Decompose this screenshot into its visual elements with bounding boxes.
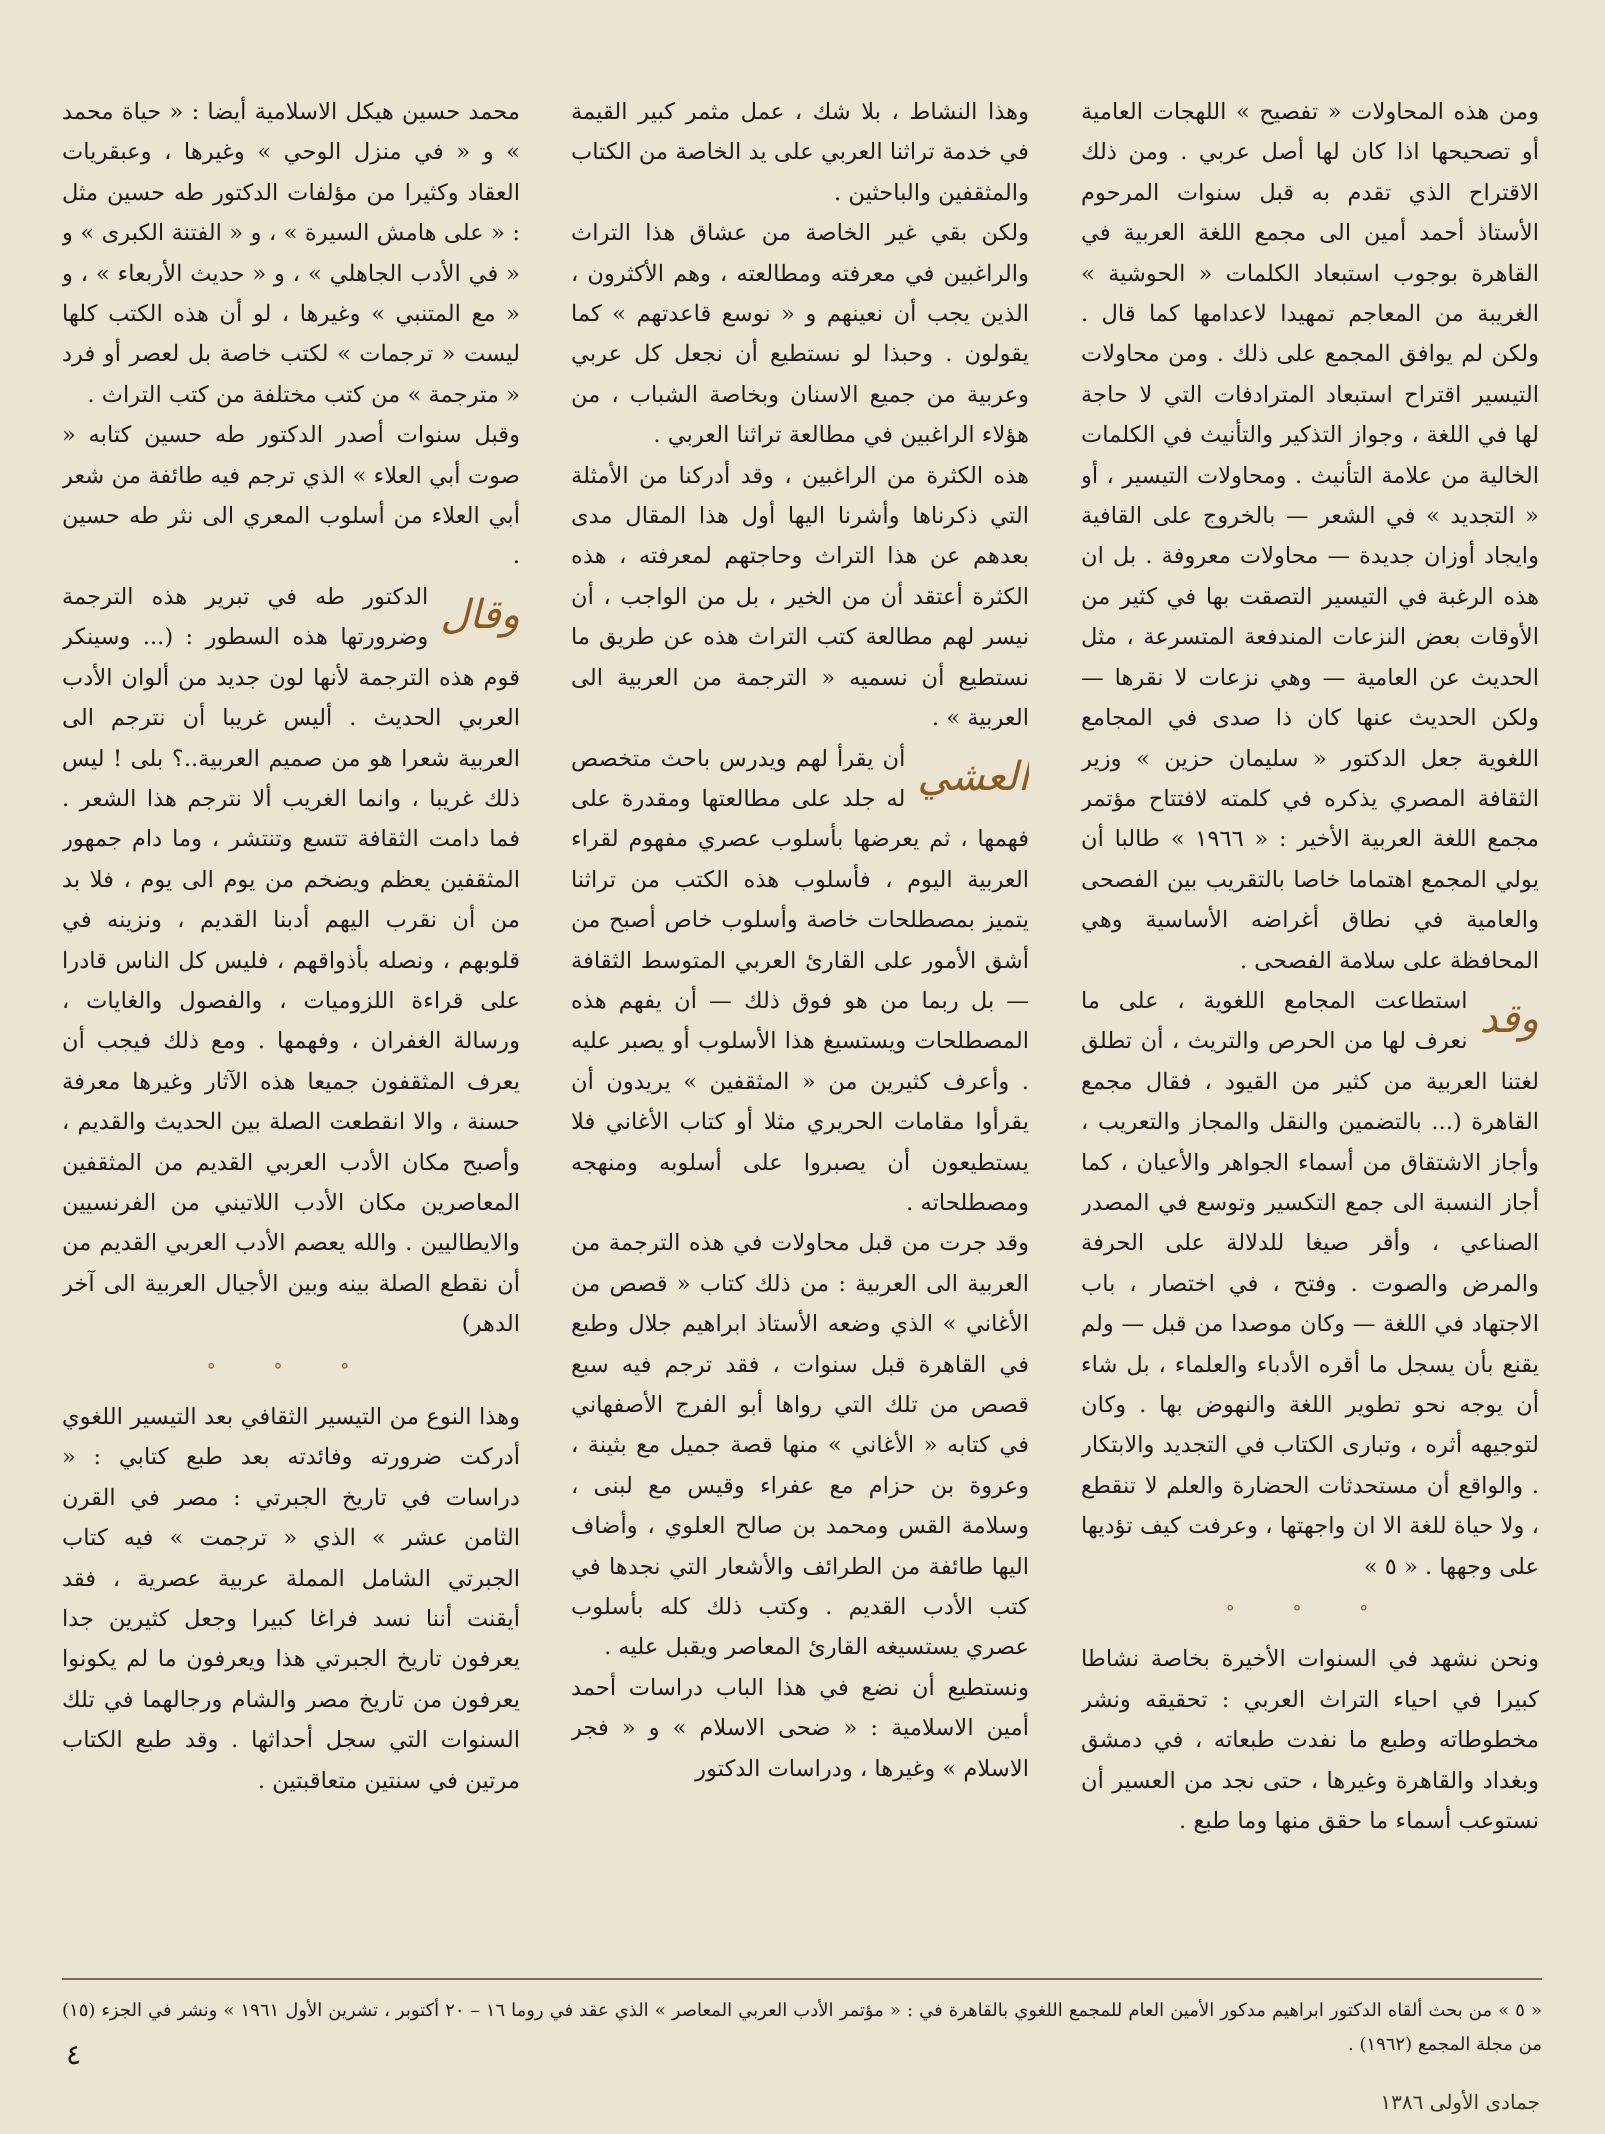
text-column-left xyxy=(62,92,520,1972)
paragraph-text: أن يقرأ لهم ويدرس باحث متخصص له جلد على مطالعتها ومقدرة على فهمها ، ثم يعرضها بأسلوب عصري مفهوم لقراء العربية اليوم ، فأسلوب هذه الكتب من تراثنا يتميز بمصطلحات خاصة وأسلوب خاص أصبح من أشق الأمور على القارئ العربي المتوسط الثقافة — بل ربما من هو فوق ذلك — أن يفهم هذه المصطلحات ويستسيغ هذا الأسلوب أو يصبر عليه . وأعرف كثيرين من « المثقفين » يريدون أن يقرأوا مقامات الحريري مثلا أو كتاب الأغاني فلا يستطيعون أن يصبروا على أسلوبه ومنهجه ومصطلحاته . xyxy=(571,745,1029,1216)
footnote-divider xyxy=(62,1978,1542,1980)
paragraph: وهذا النوع من التيسير الثقافي بعد التيسير اللغوي أدركت ضرورته وفائدته بعد طبع كتابي : « دراسات في تاريخ الجبرتي : مصر في القرن الثامن عشر » الذي « ترجمت » فيه كتاب الجبرتي الشامل المملة عربية عصرية ، فقد أيقنت أننا نسد فراغا كبيرا وجعل كثيرين جدا يعرفون تاريخ الجبرتي هذا ويعرفون ما لم يكونوا يعرفون من تاريخ مصر والشام ورجالهما في تلك السنوات التي سجل أحداثها . وقد طبع الكتاب مرتين في سنتين متعاقبتين . xyxy=(62,1404,520,1794)
section-separator: ° ° ° xyxy=(206,1359,376,1381)
paragraph-text: الدكتور طه في تبرير هذه الترجمة وضرورتها هذه السطور : (... وسينكر قوم هذه الترجمة لأنها لون جديد من ألوان الأدب العربي الحديث . أليس غريبا أن نترجم الى العربية شعرا هو من صميم العربية..؟ بلى ! ليس ذلك غريبا ، وانما الغريب ألا نترجم هذا الشعر . فما دامت الثقافة تتسع وتنتشر ، وما دام جمهور المثقفين يعظم ويضخم من يوم الى يوم ، فلا بد من أن نقرب اليهم أدبنا القديم ، ونزينه في قلوبهم ، ونصله بأذواقهم ، فليس كل الناس قادرا على قراءة اللزوميات ، والفصول والغايات ، ورسالة الغفران ، وفهمها . ومع ذلك فيجب أن يعرف المثقفون جميعا هذه الآثار وغيرها معرفة حسنة ، والا انقطعت الصلة بين الحديث والقديم ، وأصبح مكان الأدب العربي القديم من المثقفين المعاصرين مكان الأدب اللاتيني من الفرنسيين والايطاليين . والله يعصم الأدب العربي القديم من أن نقطع الصلة بينه وبين الأجيال العربية الى آخر الدهر) xyxy=(62,583,520,1338)
footnote: « ٥ » من بحث ألقاه الدكتور ابراهيم مدكور الأمين العام للمجمع اللغوي بالقاهرة في : « مؤتمر الأدب العربي المعاصر » الذي عقد في روما ١٦ – ٢٠ أكتوبر ، تشرين الأول ١٩٦١ » ونشر في الجزء (١٥) من مجلة المجمع (١٩٦٢) . xyxy=(62,2000,1542,2055)
section-separator: ° ° ° xyxy=(1225,1602,1395,1624)
decorative-initial: وقال xyxy=(440,591,520,638)
paragraph: ومن هذه المحاولات « تفصيح » اللهجات العامية أو تصحيحها اذا كان لها أصل عربي . ومن ذلك الاقتراح الذي تقدم به قبل سنوات المرحوم الأستاذ أحمد أمين الى مجمع اللغة العربية في القاهرة بوجوب استبعاد الكلمات « الحوشية » الغريبة من المعاجم تمهيدا لاعدامها كما قال . ولكن لم يوافق المجمع على ذلك . ومن محاولات التيسير اقتراح استبعاد المترادفات التي لا حاجة لها في اللغة ، وجواز التذكير والتأنيث في الكلمات الخالية من علامة التأنيث . ومحاولات التيسير ، أو « التجديد » في الشعر — بالخروج على القافية وايجاد أوزان جديدة — محاولات معروفة . بل ان هذه الرغبة في التيسير التصقت بها في كثير من الأوقات بعض النزعات المندفعة المتسرعة ، مثل الحديث عن العامية — وهي نزعات لا نقرها — ولكن الحديث عنها كان ذا صدى في المجامع اللغوية جعل الدكتور « سليمان حزين » وزير الثقافة المصري يذكره في كلمته لافتتاح مؤتمر مجمع اللغة العربية الأخير : « ١٩٦٦ » طالبا أن يولي المجمع اهتماما خاصا بالتقريب بين الفصحى والعامية في نطاق أغراضه الأساسية وهي المحافظة على سلامة الفصحى . xyxy=(1081,99,1539,974)
paragraph xyxy=(1081,981,1539,1587)
text-column-middle xyxy=(571,92,1029,1972)
paragraph xyxy=(571,739,1029,1224)
issue-date: جمادى الأولى ١٣٨٦ xyxy=(1380,2090,1540,2114)
paragraph: ونستطيع أن نضع في هذا الباب دراسات أحمد أمين الاسلامية : « ضحى الاسلام » و « فجر الاسلام » وغيرها ، ودراسات الدكتور xyxy=(571,1674,1029,1782)
decorative-initial: وقد xyxy=(1479,995,1539,1042)
paragraph-text: استطاعت المجامع اللغوية ، على ما نعرف لها من الحرص والتريث ، أن تطلق لغتنا العربية من كثير من القيود ، فقال مجمع القاهرة (... بالتضمين والنقل والمجاز والتعريب ، وأجاز الاشتقاق من أسماء الجواهر والأعيان ، كما أجاز النسبة الى جمع التكسير وتوسع في المصدر الصناعي ، وأقر صيغا للدلالة على الحرفة والمرض والصوت . وفتح ، في اختصار ، باب الاجتهاد في اللغة — وكان موصدا من قبل — ولم يقنع بأن يسجل ما أقره الأدباء والعلماء ، بل شاء أن يوجه نحو تطوير اللغة والنهوض بها . وكان لتوجيهه أثره ، وتبارى الكتاب في التجديد والابتكار . والواقع أن مستحدثات الحضارة والعلم لا تنقطع ، ولا حياة للغة الا ان واجهتها ، وعرفت كيف تؤديها على وجهها . « ٥ » xyxy=(1081,987,1539,1580)
paragraph: ولكن بقي غير الخاصة من عشاق هذا التراث والراغبين في معرفته ومطالعته ، وهم الأكثرون ، الذين يجب أن نعينهم و « نوسع قاعدتهم » كما يقولون . وحبذا لو نستطيع أن نجعل كل عربي وعربية من جميع الاسنان وبخاصة الشباب ، من هؤلاء الراغبين في مطالعة تراثنا العربي . xyxy=(571,220,1029,449)
page-number: ٤ xyxy=(66,2038,82,2071)
paragraph xyxy=(62,577,520,1345)
text-column-right xyxy=(1081,92,1539,1972)
paragraph: ونحن نشهد في السنوات الأخيرة بخاصة نشاطا كبيرا في احياء التراث العربي : تحقيقه ونشر مخطوطاته وطبع ما نفدت طبعاته ، في دمشق وبغداد والقاهرة وغيرها ، حتى نجد من العسير أن نستوعب أسماء ما حقق منها وما طبع . xyxy=(1081,1646,1539,1835)
paragraph: وهذا النشاط ، بلا شك ، عمل مثمر كبير القيمة في خدمة تراثنا العربي على يد الخاصة من الكتاب والمثقفين والباحثين . xyxy=(571,99,1029,206)
paragraph: هذه الكثرة من الراغبين ، وقد أدركنا من الأمثلة التي ذكرناها وأشرنا اليها أول هذا المقال مدى بعدهم عن هذا التراث وحاجتهم لمعرفته ، هذه الكثرة أعتقد أن من الخير ، بل من الواجب ، أن نيسر لهم مطالعة كتب التراث هذه عن طريق ما نستطيع أن نسميه « الترجمة من العربية الى العربية » . xyxy=(571,462,1029,732)
paragraph: محمد حسين هيكل الاسلامية أيضا : « حياة محمد » و « في منزل الوحي » وغيرها ، وعبقريات العقاد وكثيرا من مؤلفات الدكتور طه حسين مثل : « على هامش السيرة » ، و « الفتنة الكبرى » و « في الأدب الجاهلي » ، و « حديث الأربعاء » ، و « مع المتنبي » وغيرها ، لو أن هذه الكتب كلها ليست « ترجمات » لكتب خاصة بل لعصر أو فرد « مترجمة » من كتب مختلفة من كتب التراث . xyxy=(62,99,520,408)
paragraph: وقد جرت من قبل محاولات في هذه الترجمة من العربية الى العربية : من ذلك كتاب « قصص من الأغاني » الذي وضعه الأستاذ ابراهيم جلال وطبع في القاهرة قبل سنوات ، فقد ترجم فيه سبع قصص من تلك التي رواها أبو الفرج الأصفهاني في كتابه « الأغاني » منها قصة جميل مع بثينة ، وعروة بن حزام مع عفراء وقيس مع لبنى ، وسلامة القس ومحمد بن صالح العلوي ، وأضاف اليها طائفة من الطرائف والأشعار التي نجدها في كتب الأدب القديم . وكتب ذلك كله بأسلوب عصري يستسيغه القارئ المعاصر ويقبل عليه . xyxy=(571,1230,1029,1661)
paragraph: وقبل سنوات أصدر الدكتور طه حسين كتابه « صوت أبي العلاء » الذي ترجم فيه طائفة من شعر أبي العلاء من أسلوب المعري الى نثر طه حسين . xyxy=(62,422,520,570)
decorative-initial: العشي xyxy=(917,753,1029,800)
